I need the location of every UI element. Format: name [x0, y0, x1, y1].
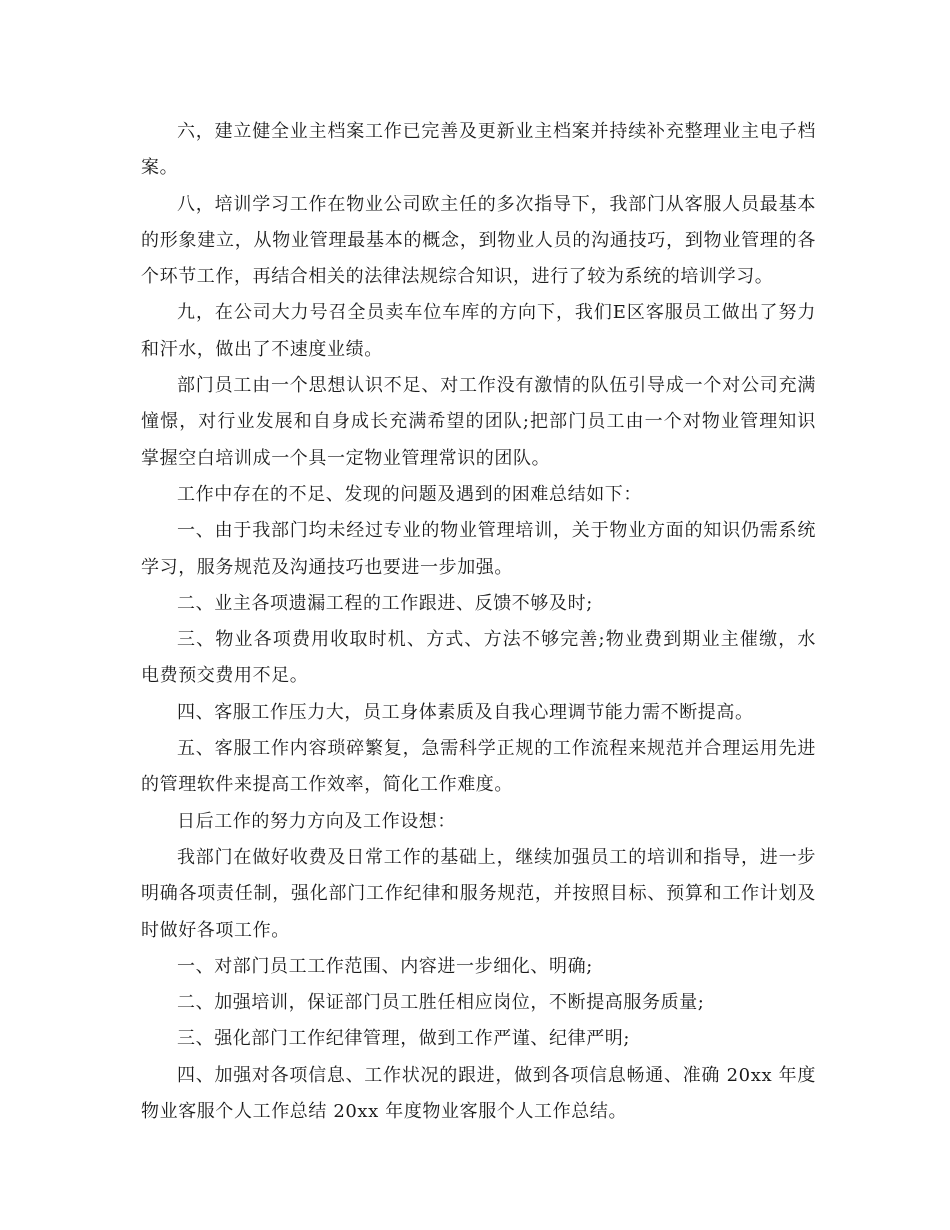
- paragraph-plan-2: 二、加强培训，保证部门员工胜任相应岗位，不断提高服务质量;: [177, 992, 705, 1014]
- paragraph-problem-5: 五、客服工作内容琐碎繁复，急需科学正规的工作流程来规范并合理运用先进的管理软件来提高工作效率，简化工作难度。: [141, 738, 816, 796]
- paragraph-plan-1: 一、对部门员工工作范围、内容进一步细化、明确;: [177, 955, 593, 977]
- paragraph-problems-heading: 工作中存在的不足、发现的问题及遇到的困难总结如下：: [177, 483, 642, 505]
- paragraph-plan-4: 四、加强对各项信息、工作状况的跟进，做到各项信息畅通、准确 20xx 年度物业客服个人工作总结 20xx 年度物业客服个人工作总结。: [141, 1064, 816, 1123]
- paragraph-future-heading: 日后工作的努力方向及工作设想：: [177, 810, 456, 832]
- paragraph-plan-3: 三、强化部门工作纪律管理，做到工作严谨、纪律严明;: [177, 1028, 631, 1050]
- document-body: [141, 114, 816, 1130]
- paragraph-parking-sales: 九，在公司大力号召全员卖车位车库的方向下，我们E区客服员工做出了努力和汗水，做出了不速度业绩。: [141, 302, 816, 360]
- paragraph-problem-3: 三、物业各项费用收取时机、方式、方法不够完善;物业费到期业主催缴，水电费预交费用不足。: [141, 629, 816, 687]
- paragraph-problem-1: 一、由于我部门均未经过专业的物业管理培训，关于物业方面的知识仍需系统学习，服务规范及沟通技巧也要进一步加强。: [141, 520, 816, 578]
- paragraph-archive: 六，建立健全业主档案工作已完善及更新业主档案并持续补充整理业主电子档案。: [141, 121, 816, 179]
- paragraph-team-growth: 部门员工由一个思想认识不足、对工作没有激情的队伍引导成一个对公司充满憧憬，对行业发展和自身成长充满希望的团队;把部门员工由一个对物业管理知识掌握空白培训成一个具一定物业管理常识的团队。: [141, 375, 816, 469]
- paragraph-problem-2: 二、业主各项遗漏工程的工作跟进、反馈不够及时;: [177, 592, 593, 614]
- paragraph-training: 八，培训学习工作在物业公司欧主任的多次指导下，我部门从客服人员最基本的形象建立，从物业管理最基本的概念，到物业人员的沟通技巧，到物业管理的各个环节工作，再结合相关的法律法规综合知识，进行了较为系统的培训学习。: [141, 193, 816, 288]
- paragraph-problem-4: 四、客服工作压力大，员工身体素质及自我心理调节能力需不断提高。: [177, 701, 754, 723]
- paragraph-future-overview: 我部门在做好收费及日常工作的基础上，继续加强员工的培训和指导，进一步明确各项责任制，强化部门工作纪律和服务规范，并按照目标、预算和工作计划及时做好各项工作。: [141, 846, 816, 941]
